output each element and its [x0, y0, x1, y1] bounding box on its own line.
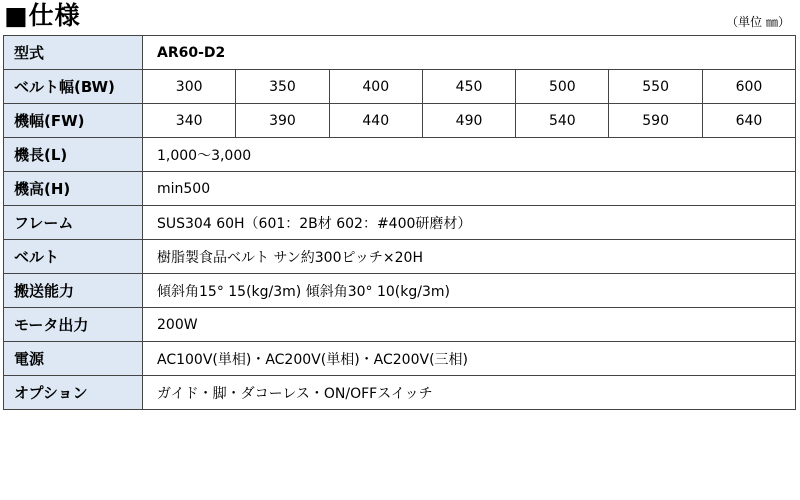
row-value-model: AR60-D2 [143, 36, 796, 70]
row-value-power: AC100V(単相)・AC200V(単相)・AC200V(三相) [143, 342, 796, 376]
row-label-model: 型式 [4, 36, 143, 70]
spec-table [3, 35, 796, 410]
table-row-frame-width [4, 104, 796, 138]
row-label-frame: フレーム [4, 206, 143, 240]
frame-width-cell: 390 [236, 104, 329, 138]
belt-width-cell: 600 [702, 70, 795, 104]
row-value-length: 1,000～3,000 [143, 138, 796, 172]
row-label-options: オプション [4, 376, 143, 410]
belt-width-cell: 500 [516, 70, 609, 104]
page-title: ■仕様 [4, 1, 81, 30]
unit-note: （単位 ㎜） [726, 15, 790, 29]
table-row-motor [4, 308, 796, 342]
table-row-belt-width [4, 70, 796, 104]
row-label-motor: モータ出力 [4, 308, 143, 342]
row-label-length: 機長(L) [4, 138, 143, 172]
row-label-height: 機高(H) [4, 172, 143, 206]
frame-width-cell: 640 [702, 104, 795, 138]
row-label-frame-width: 機幅(FW) [4, 104, 143, 138]
row-label-power: 電源 [4, 342, 143, 376]
table-row-capacity [4, 274, 796, 308]
row-value-options: ガイド・脚・ダコーレス・ON/OFFスイッチ [143, 376, 796, 410]
row-value-capacity: 傾斜角15° 15(kg/3m) 傾斜角30° 10(kg/3m) [143, 274, 796, 308]
row-value-belt: 樹脂製食品ベルト サン約300ピッチ×20H [143, 240, 796, 274]
belt-width-cell: 450 [422, 70, 515, 104]
table-row-belt [4, 240, 796, 274]
table-row-height [4, 172, 796, 206]
row-label-belt: ベルト [4, 240, 143, 274]
belt-width-cell: 400 [329, 70, 422, 104]
row-value-motor: 200W [143, 308, 796, 342]
frame-width-cell: 440 [329, 104, 422, 138]
belt-width-cell: 300 [143, 70, 236, 104]
table-row-options [4, 376, 796, 410]
table-row-frame [4, 206, 796, 240]
row-label-capacity: 搬送能力 [4, 274, 143, 308]
table-row-power [4, 342, 796, 376]
frame-width-cell: 540 [516, 104, 609, 138]
frame-width-cell: 340 [143, 104, 236, 138]
frame-width-cell: 590 [609, 104, 702, 138]
row-label-belt-width: ベルト幅(BW) [4, 70, 143, 104]
table-row-model [4, 36, 796, 70]
belt-width-cell: 550 [609, 70, 702, 104]
belt-width-cell: 350 [236, 70, 329, 104]
table-row-length [4, 138, 796, 172]
row-value-frame: SUS304 60H（601：2B材 602：#400研磨材） [143, 206, 796, 240]
row-value-height: min500 [143, 172, 796, 206]
frame-width-cell: 490 [422, 104, 515, 138]
